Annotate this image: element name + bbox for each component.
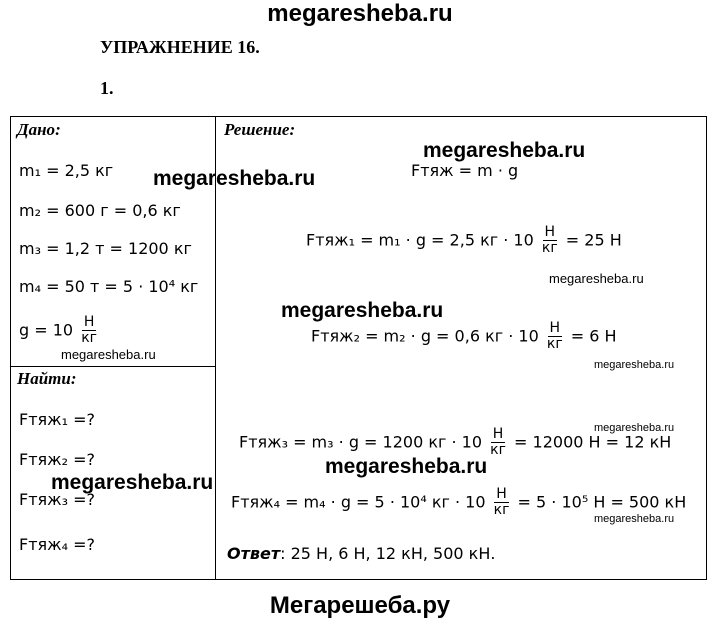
solution-line-2: Fтяж₂ = m₂ · g = 0,6 кг · 10 $\frac{Н}{кг}$ = 6 Н [311, 320, 617, 353]
watermark: megaresheba.ru [51, 471, 214, 494]
site-title-top: megaresheba.ru [267, 0, 453, 27]
find-item-3: Fтяж₃ =? [19, 490, 95, 509]
watermark: megaresheba.ru [594, 359, 675, 371]
watermark: megaresheba.ru [594, 513, 675, 525]
exercise-title: УПРАЖНЕНИЕ 16. [100, 37, 260, 57]
watermark: megaresheba.ru [325, 455, 488, 478]
watermark: megaresheba.ru [594, 422, 675, 434]
given-line-m1: m₁ = 2,5 кг [19, 161, 114, 180]
solution-line-3: Fтяж₃ = m₃ · g = 1200 кг · 10 $\frac{Н}{кг}$ = 12000 Н = 12 кН [239, 426, 672, 459]
solution-formula: Fтяж = m · g [411, 161, 519, 180]
find-item-1: Fтяж₁ =? [19, 410, 95, 429]
watermark: megaresheba.ru [549, 271, 644, 286]
watermark: megaresheba.ru [281, 299, 444, 322]
solution-heading: Решение: [224, 120, 296, 139]
watermark: megaresheba.ru [423, 139, 586, 162]
g-unit-fraction: $\frac{Н}{кг}$ [81, 314, 97, 347]
task-number: 1. [100, 78, 114, 98]
watermark: megaresheba.ru [153, 167, 316, 190]
given-find-divider [11, 366, 216, 367]
given-heading: Дано: [17, 120, 61, 139]
given-line-m2: m₂ = 600 г = 0,6 кг [19, 201, 181, 220]
watermark: megaresheba.ru [61, 347, 156, 362]
answer: Ответ: 25 Н, 6 Н, 12 кН, 500 кН. [227, 544, 496, 563]
find-item-2: Fтяж₂ =? [19, 450, 95, 469]
site-title-bottom: Мегарешеба.ру [269, 592, 451, 619]
find-heading: Найти: [17, 369, 77, 388]
solution-line-1: Fтяж₁ = m₁ · g = 2,5 кг · 10 $\frac{Н}{кг}$ = 25 Н [306, 224, 622, 257]
given-line-g: g = 10 $\frac{Н}{кг}$ [19, 314, 97, 347]
given-line-m4: m₄ = 50 т = 5 · 10⁴ кг [19, 277, 199, 296]
find-item-4: Fтяж₄ =? [19, 535, 95, 554]
given-line-m3: m₃ = 1,2 т = 1200 кг [19, 239, 192, 258]
solution-table [10, 116, 707, 580]
solution-line-4: Fтяж₄ = m₄ · g = 5 · 10⁴ кг · 10 $\frac{Н}{кг}$ = 5 · 10⁵ Н = 500 кН [231, 486, 687, 519]
